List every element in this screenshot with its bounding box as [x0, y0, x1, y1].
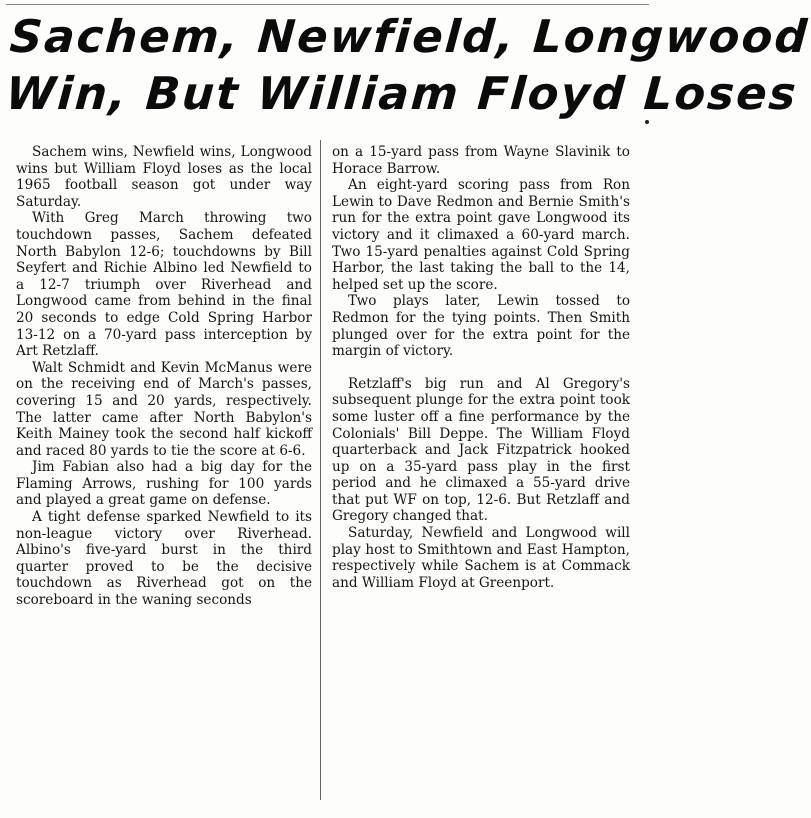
- paragraph-continued: on a 15-yard pass from Wayne Slavinik to Horace Barrow.: [332, 144, 630, 177]
- column-divider: [320, 140, 321, 800]
- paragraph: With Greg March throwing two touchdown passes, Sachem defeated North Babylon 12-6; touchdowns by Bill Seyfert and Richie Albino led Newfield to a 12-7 triumph over Riverhead and Longwood came from behind in the final 20 seconds to edge Cold Spring Harbor 13-12 on a 70-yard pass interception by Art Retzlaff.: [16, 210, 312, 360]
- paragraph: Retzlaff's big run and Al Gregory's subsequent plunge for the extra point took some luster off a fine performance by the Colonials' Bill Deppe. The William Floyd quarterback and Jack Fitzpatrick hooked up on a 35-yard pass play in the first period and he climaxed a 55-yard drive that put WF on top, 12-6. But Retzlaff and Gregory changed that.: [332, 375, 630, 525]
- ink-speck: [645, 120, 649, 124]
- article-column-left: [16, 144, 312, 609]
- paragraph: A tight defense sparked Newfield to its non-league victory over Riverhead. Albino's five-yard burst in the third quarter proved to be the decisive touchdown as Riverhead got on the scoreboard in the waning seconds: [16, 509, 312, 609]
- paragraph: Jim Fabian also had a big day for the Flaming Arrows, rushing for 100 yards and played a great game on defense.: [16, 459, 312, 509]
- paragraph: Saturday, Newfield and Longwood will play host to Smithtown and East Hampton, respectively while Sachem is at Commack and William Floyd at Greenport.: [332, 525, 630, 591]
- paragraph: Walt Schmidt and Kevin McManus were on the receiving end of March's passes, covering 15 and 20 yards, respectively. The latter came after North Babylon's Keith Mainey took the second half kickoff and raced 80 yards to tie the score at 6-6.: [16, 359, 312, 459]
- headline: [4, 8, 811, 122]
- headline-line-1: Sachem, Newfield, Longwood: [8, 10, 811, 63]
- paragraph: Two plays later, Lewin tossed to Redmon for the tying points. Then Smith plunged over for the extra point for the margin of victory.: [332, 293, 630, 360]
- top-rule: [6, 4, 649, 5]
- article-column-right: [332, 144, 630, 591]
- paragraph: Sachem wins, Newfield wins, Longwood wins but William Floyd loses as the local 1965 football season got under way Saturday.: [16, 144, 312, 210]
- headline-line-2: Win, But William Floyd Loses: [4, 67, 800, 120]
- paragraph: An eight-yard scoring pass from Ron Lewin to Dave Redmon and Bernie Smith's run for the extra point gave Longwood its victory and it climaxed a 60-yard march. Two 15-yard penalties against Cold Spring Harbor, the last taking the ball to the 14, helped set up the score.: [332, 177, 630, 293]
